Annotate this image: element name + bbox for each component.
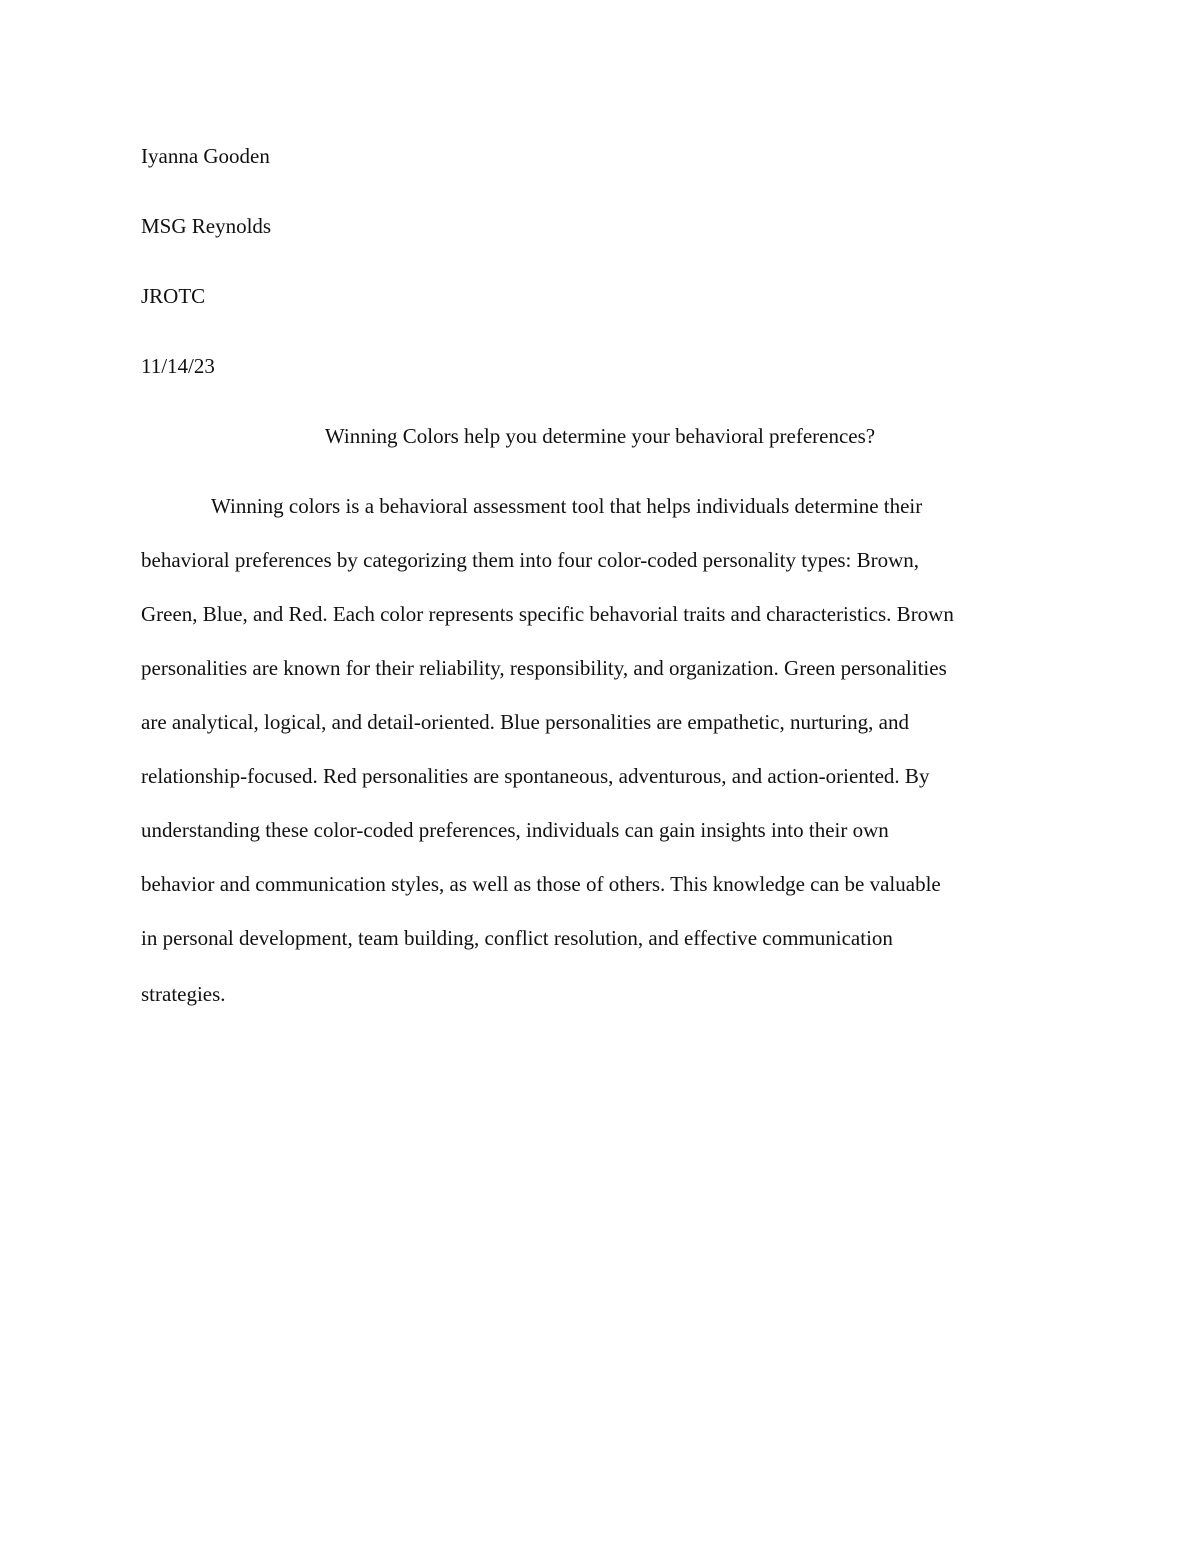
student-name: Iyanna Gooden: [141, 144, 270, 168]
body-line: personalities are known for their reliability, responsibility, and organization. Green personalities: [141, 656, 947, 680]
body-line: are analytical, logical, and detail-oriented. Blue personalities are empathetic, nurturing, and: [141, 710, 909, 734]
body-line: strategies.: [141, 982, 226, 1006]
document-date: 11/14/23: [141, 354, 215, 378]
body-line: behavioral preferences by categorizing them into four color-coded personality types: Brown,: [141, 548, 920, 572]
body-line: relationship-focused. Red personalities are spontaneous, adventurous, and action-oriented. By: [141, 764, 930, 788]
instructor-name: MSG Reynolds: [141, 214, 272, 238]
body-line: Green, Blue, and Red. Each color represents specific behavorial traits and characteristics. Brown: [141, 602, 954, 626]
document-title: Winning Colors help you determine your behavioral preferences?: [324, 424, 876, 448]
body-line: Winning colors is a behavioral assessment tool that helps individuals determine their: [211, 494, 923, 518]
body-line: behavior and communication styles, as well as those of others. This knowledge can be valuable: [141, 872, 941, 896]
body-line: understanding these color-coded preferences, individuals can gain insights into their own: [141, 818, 889, 842]
course-name: JROTC: [141, 284, 206, 308]
body-line: in personal development, team building, conflict resolution, and effective communication: [141, 926, 893, 950]
